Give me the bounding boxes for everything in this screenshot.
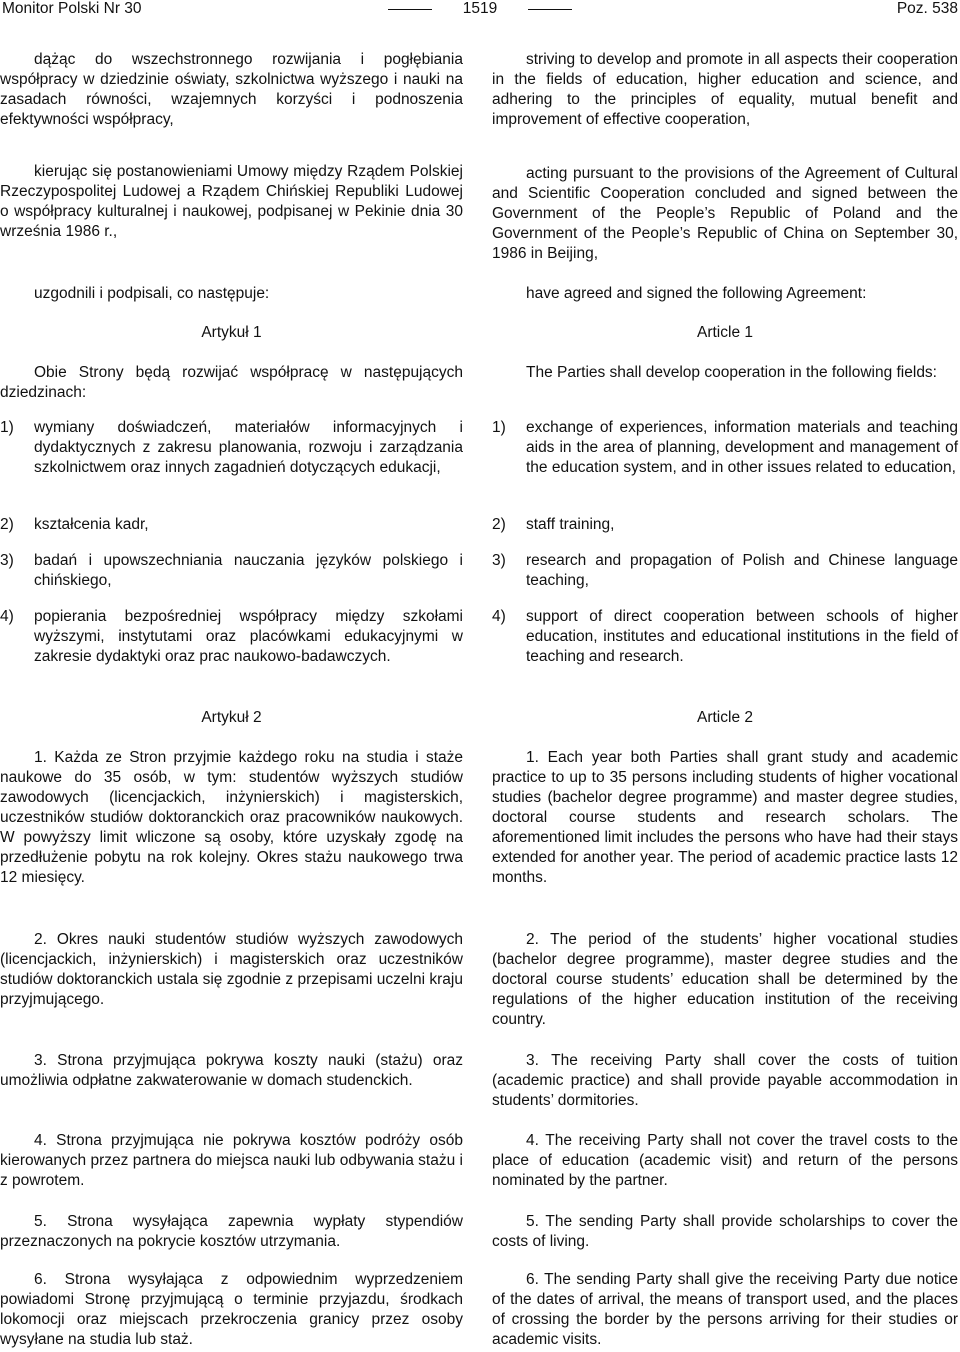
preamble-paragraph-2: kierując się postanowieniami Umowy między Rządem Polskiej Rzeczypospolitej Ludowej a Rządem Chińskiej Republiki Ludowej o współpracy kulturalnej i naukowej, podpisanej w Pekinie dnia 30 września 1986 r., <box>0 163 463 240</box>
article-2-paragraph-3: 3. Strona przyjmująca pokrywa koszty nauki (stażu) oraz umożliwia odpłatne zakwaterowanie w domach studenckich. <box>0 1052 463 1089</box>
list-item <box>0 607 463 667</box>
article-2-paragraph-6: 6. Strona wysyłająca z odpowiednim wyprzedzeniem powiadomi Stronę przyjmującą o terminie przyjazdu, środkach lokomocji oraz miejscach przekroczenia granicy przez osoby wysyłane na studia lub staż. <box>0 1271 463 1348</box>
article-2-paragraph-2: 2. Okres nauki studentów studiów wyższych zawodowych (licencjackich, inżynierskich) i magisterskich oraz uczestników studiów doktoranckich ustala się zgodnie z przepisami uczelni kraju przyjmującego. <box>0 931 463 1008</box>
list-item-number: 4) <box>0 608 14 625</box>
list-item-text: research and propagation of Polish and Chinese language teaching, <box>526 552 958 589</box>
article-1-heading: Article 1 <box>697 324 753 341</box>
list-item <box>492 551 958 591</box>
page-number: 1519 <box>420 0 540 18</box>
article-1-intro: Obie Strony będą rozwijać współpracę w następujących dziedzinach: <box>0 364 463 401</box>
article-2-paragraph-3: 3. The receiving Party shall cover the costs of tuition (academic practice) and shall provide payable accommodation in students’ dormitories. <box>492 1052 958 1109</box>
article-2-paragraph-6: 6. The sending Party shall give the receiving Party due notice of the dates of arrival, the means of transport used, and the places of crossing the border by the persons arriving for their studies or academic visits. <box>492 1271 958 1348</box>
list-item-number: 2) <box>0 516 14 533</box>
article-2-paragraph-1: 1. Each year both Parties shall grant study and academic practice to up to 35 persons including students of higher vocational studies (bachelor degree programme) and master degree studies, doctoral course students and research scholars. The aforementioned limit includes the persons who have had their stays extended for another year. The period of academic practice lasts 12 months. <box>492 749 958 886</box>
page-header <box>0 0 960 22</box>
list-item-text: badań i upowszechniania nauczania języków polskiego i chińskiego, <box>34 552 463 589</box>
article-2-heading: Article 2 <box>697 709 753 726</box>
article-2-paragraph-5: 5. The sending Party shall provide scholarships to cover the costs of living. <box>492 1213 958 1250</box>
article-2-paragraph-5: 5. Strona wysyłająca zapewnia wypłaty stypendiów przeznaczonych na pokrycie kosztów utrzymania. <box>0 1213 463 1250</box>
list-item-text: popierania bezpośredniej współpracy między szkołami wyższymi, instytutami oraz placówkami edukacyjnymi w zakresie dydaktyki oraz prac naukowo-badawczych. <box>34 608 463 665</box>
preamble-paragraph-2: acting pursuant to the provisions of the Agreement of Cultural and Scientific Cooperation concluded and signed between the Government of the People’s Republic of Poland and the Government of the People’s Republic of China on September 30, 1986 in Beijing, <box>492 165 958 262</box>
article-1-intro: The Parties shall develop cooperation in the following fields: <box>526 364 937 381</box>
list-item-number: 4) <box>492 608 506 625</box>
article-2-paragraph-1: 1. Każda ze Stron przyjmie każdego roku na studia i staże naukowe do 35 osób, w tym: studentów wyższych studiów zawodowych (licencjackich, inżynierskich) i magisterskich, uczestników studiów doktoranckich oraz pracowników naukowych. W powyższy limit wliczone są osoby, które uzyskały zgodę na przedłużenie pobytu na rok kolejny. Okres stażu naukowego trwa 12 miesięcy. <box>0 749 463 886</box>
list-item-text: wymiany doświadczeń, materiałów informacyjnych i dydaktycznych z zakresu planowania, rozwoju i zarządzania szkolnictwem oraz innych zagadnień dotyczących edukacji, <box>34 419 463 476</box>
list-item-number: 2) <box>492 516 506 533</box>
list-item-text: kształcenia kadr, <box>34 516 149 533</box>
list-item <box>492 418 958 478</box>
list-item-number: 3) <box>492 552 506 569</box>
list-item <box>492 515 958 535</box>
list-item <box>0 515 463 535</box>
list-item-text: support of direct cooperation between schools of higher education, institutes and educational institutions in the field of teaching and research. <box>526 608 958 665</box>
position-number: Poz. 538 <box>896 0 958 17</box>
preamble-paragraph-1: dążąc do wszechstronnego rozwijania i pogłębiania współpracy w dziedzinie oświaty, szkolnictwa wyższego i nauki na zasadach równości, wzajemnych korzyści i podnoszenia efektywności współpracy, <box>0 51 463 128</box>
list-item-number: 1) <box>0 419 14 436</box>
list-item-number: 3) <box>0 552 14 569</box>
list-item <box>0 418 463 478</box>
article-2-paragraph-4: 4. The receiving Party shall not cover the travel costs to the place of education (academic visit) and return of the persons nominated by the partner. <box>492 1132 958 1189</box>
article-2-paragraph-2: 2. The period of the students’ higher vocational studies (bachelor degree programme), master degree studies and the doctoral course students’ education shall be determined by the regulations of the higher education institution of the receiving country. <box>492 931 958 1028</box>
list-item-number: 1) <box>492 419 506 436</box>
list-item <box>0 551 463 591</box>
preamble-paragraph-3: have agreed and signed the following Agreement: <box>526 285 867 302</box>
preamble-paragraph-3: uzgodnili i podpisali, co następuje: <box>34 285 270 302</box>
list-item-text: exchange of experiences, information materials and teaching aids in the area of planning, development and management of the education system, and in other issues related to education, <box>526 419 958 476</box>
article-1-heading: Artykuł 1 <box>201 324 262 341</box>
article-2-paragraph-4: 4. Strona przyjmująca nie pokrywa kosztów podróży osób kierowanych przez partnera do miejsca nauki lub odbywania stażu i z powrotem. <box>0 1132 463 1189</box>
preamble-paragraph-1: striving to develop and promote in all aspects their cooperation in the fields of education, higher education and science, and adhering to the principles of equality, mutual benefit and improvement of effective cooperation, <box>492 51 958 128</box>
list-item <box>492 607 958 667</box>
journal-name: Monitor Polski Nr 30 <box>2 0 142 17</box>
list-item-text: staff training, <box>526 516 615 533</box>
article-2-heading: Artykuł 2 <box>201 709 262 726</box>
